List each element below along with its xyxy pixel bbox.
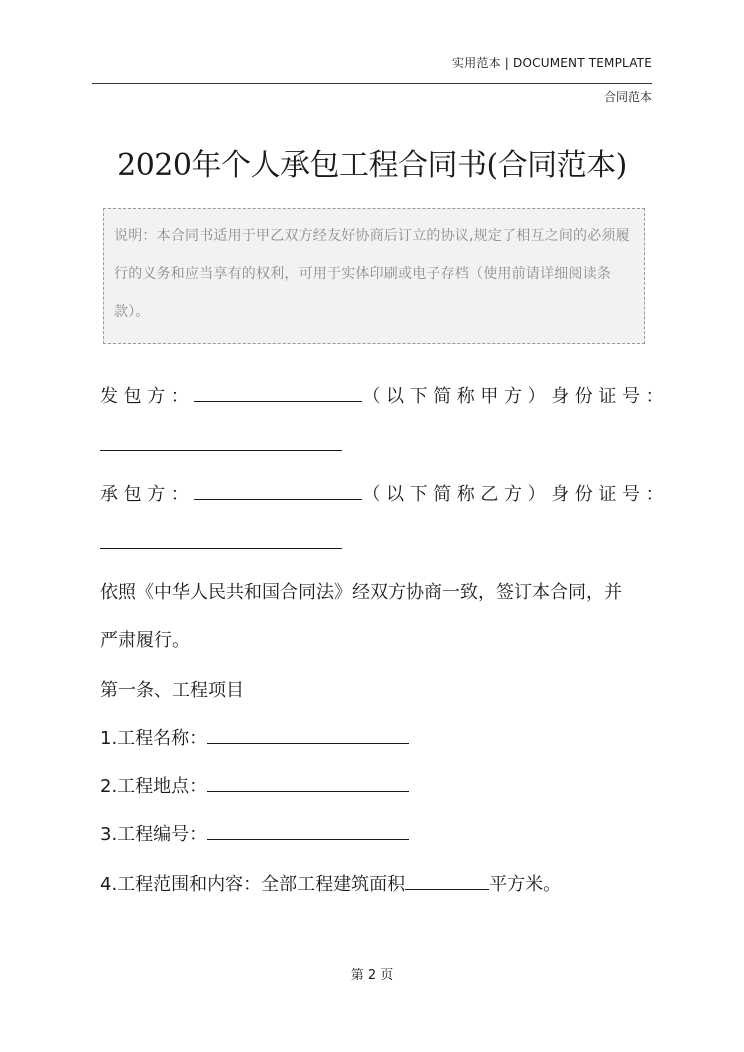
party-a-name-blank[interactable]	[194, 383, 362, 402]
article-1-heading: 第一条、工程项目	[100, 680, 244, 701]
party-a-label: 发包方：	[100, 386, 195, 407]
project-number-blank[interactable]	[207, 821, 409, 840]
preamble-line-1: 依照《中华人民共和国合同法》经双方协商一致，签订本合同，并	[100, 582, 622, 603]
party-b-label: 承包方：	[100, 484, 195, 505]
usage-note-box	[103, 208, 645, 344]
project-location-label: 2.工程地点：	[100, 776, 208, 797]
project-name-label: 1.工程名称：	[100, 728, 208, 749]
project-scope-label: 4.工程范围和内容：全部工程建筑面积	[100, 874, 406, 895]
project-location-line	[100, 772, 409, 798]
party-b-id-line	[100, 530, 342, 554]
party-b-line	[100, 480, 669, 506]
project-number-label: 3.工程编号：	[100, 824, 208, 845]
project-number-line	[100, 820, 409, 846]
usage-note-text: 说明：本合同书适用于甲乙双方经友好协商后订立的协议,规定了相互之间的必须履行的义务和应当享有的权利，可用于实体印刷或电子存档（使用前请详细阅读条款）。	[114, 228, 630, 320]
header-category-label: 合同范本	[603, 90, 652, 104]
preamble-line-2: 严肃履行。	[100, 630, 190, 651]
project-area-unit: 平方米。	[489, 874, 562, 895]
header-template-label: 实用范本 | DOCUMENT TEMPLATE	[451, 56, 652, 70]
project-name-blank[interactable]	[207, 725, 409, 744]
project-area-blank[interactable]	[405, 871, 489, 890]
header-divider	[92, 83, 652, 84]
party-a-line	[100, 382, 669, 408]
party-b-suffix: （以下简称乙方）身份证号：	[362, 484, 670, 505]
party-a-suffix: （以下简称甲方）身份证号：	[362, 386, 670, 407]
project-name-line	[100, 724, 409, 750]
party-a-id-blank[interactable]	[100, 432, 342, 451]
page-number: 第 2 页	[350, 968, 394, 983]
project-location-blank[interactable]	[207, 773, 409, 792]
party-b-name-blank[interactable]	[194, 481, 362, 500]
document-title: 2020年个人承包工程合同书(合同范本)	[117, 148, 627, 183]
party-b-id-blank[interactable]	[100, 530, 342, 549]
party-a-id-line	[100, 432, 342, 456]
project-scope-line	[100, 870, 561, 896]
